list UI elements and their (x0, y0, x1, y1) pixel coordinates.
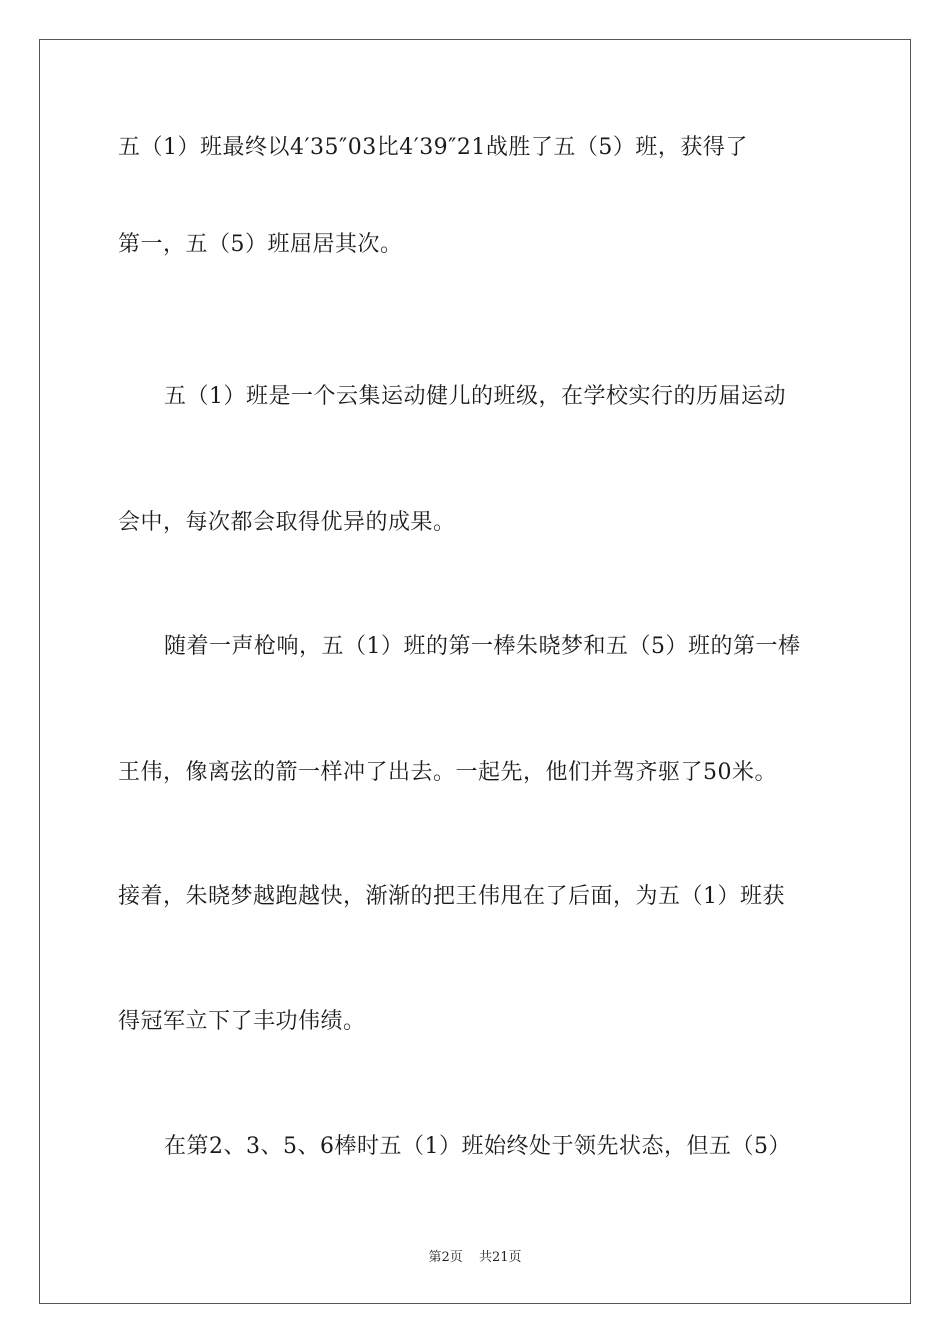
text-line-6: 王伟，像离弦的箭一样冲了出去。一起先，他们并驾齐驱了50米。 (118, 760, 777, 785)
text-line-4: 会中，每次都会取得优异的成果。 (118, 510, 456, 535)
text-line-3: 五（1）班是一个云集运动健儿的班级，在学校实行的历届运动 (164, 384, 786, 409)
page-frame (39, 39, 911, 1304)
text-line-7: 接着，朱晓梦越跑越快，渐渐的把王伟甩在了后面，为五（1）班获 (118, 884, 785, 909)
text-line-5: 随着一声枪响，五（1）班的第一棒朱晓梦和五（5）班的第一棒 (164, 634, 801, 659)
page-number: 第2页 (428, 1250, 463, 1265)
text-line-9: 在第2、3、5、6棒时五（1）班始终处于领先状态，但五（5） (164, 1134, 791, 1159)
text-line-2: 第一，五（5）班屈居其次。 (118, 232, 403, 257)
text-line-1: 五（1）班最终以4′35″03比4′39″21战胜了五（5）班，获得了 (118, 135, 748, 160)
page-footer (0, 1246, 950, 1265)
page-total: 共21页 (478, 1250, 522, 1265)
text-line-8: 得冠军立下了丰功伟绩。 (118, 1009, 366, 1034)
